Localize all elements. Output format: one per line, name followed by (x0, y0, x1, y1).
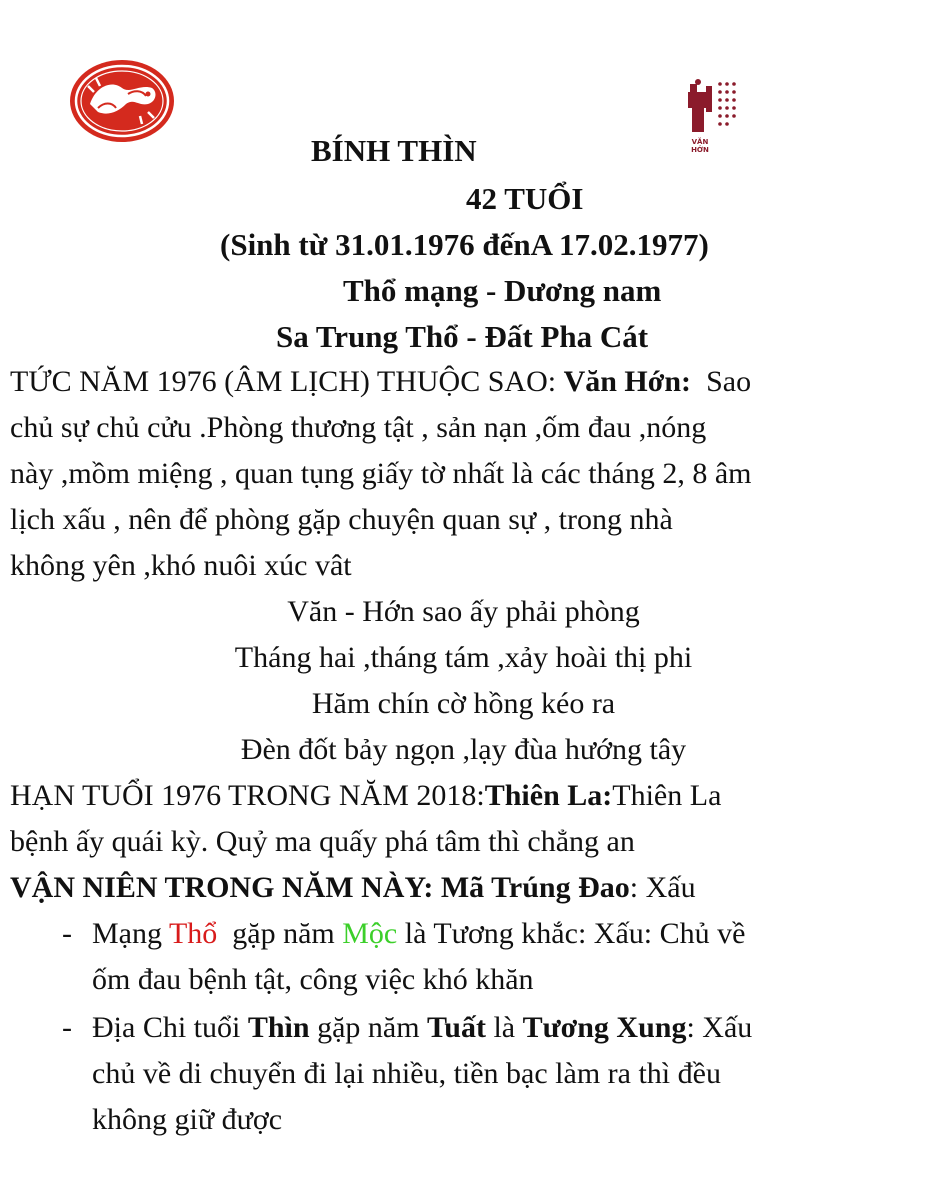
han-prefix: HẠN TUỔI 1976 TRONG NĂM 2018: (10, 779, 485, 812)
bullet-2-line-1 (92, 1008, 752, 1048)
han-line1-rest: Thiên La (612, 779, 722, 812)
star-line1-rest: Sao (691, 365, 752, 398)
b2-pre: Địa Chi tuổi (92, 1011, 248, 1044)
b2-post: : Xấu (686, 1011, 753, 1044)
age-heading: 42 TUỔI (466, 181, 584, 216)
bullet-2-line-2: chủ về di chuyển đi lại nhiều, tiền bạc làm ra thì đều (92, 1057, 721, 1090)
star-line-1 (10, 362, 751, 402)
bullet-2-line-3: không giữ được (92, 1103, 283, 1136)
bullet-1-line-2: ốm đau bệnh tật, công việc khó khăn (92, 963, 534, 996)
star-line-3: này ,mồm miệng , quan tụng giấy tờ nhất là các tháng 2, 8 âm (10, 457, 752, 490)
element-heading: Sa Trung Thổ - Đất Pha Cát (276, 319, 649, 354)
star-name: Văn Hớn: (563, 365, 692, 398)
b2-mid: gặp năm (309, 1011, 428, 1044)
poem-line: Đèn đốt bảy ngọn ,lạy đùa hướng tây (240, 733, 687, 766)
star-line-4: lịch xấu , nên để phòng gặp chuyện quan sự , trong nhà (10, 503, 673, 536)
van-nien-result: : Xấu (629, 871, 696, 904)
star-line-2: chủ sự chủ cửu .Phòng thương tật , sản nạn ,ốm đau ,nóng (10, 411, 707, 444)
b1-mid: gặp năm (217, 917, 343, 950)
b1-post: là Tương khắc: Xấu: Chủ về (397, 917, 746, 950)
van-nien-label: VẬN NIÊN TRONG NĂM NÀY: Mã Trúng Đao (10, 871, 630, 904)
van-hon-figure-icon (686, 78, 748, 154)
bullet-dash: - (62, 1011, 72, 1044)
poem-line: Văn - Hớn sao ấy phải phòng (287, 595, 640, 628)
bullet-dash: - (62, 917, 72, 950)
bullet-1-line-1 (92, 914, 745, 954)
b2-mid2: là (485, 1011, 523, 1044)
poem-line: Tháng hai ,tháng tám ,xảy hoài thị phi (234, 641, 693, 674)
b2-tuat: Tuất (427, 1011, 486, 1044)
poem-line: Hăm chín cờ hồng kéo ra (311, 687, 616, 720)
dragon-seal-icon (68, 58, 176, 144)
b1-tho: Thổ (168, 917, 218, 950)
star-line-5: không yên ,khó nuôi xúc vât (10, 549, 352, 582)
star-prefix: TỨC NĂM 1976 (ÂM LỊCH) THUỘC SAO: (10, 365, 564, 398)
b1-moc: Mộc (342, 917, 398, 950)
b1-pre: Mạng (92, 917, 169, 950)
destiny-heading: Thổ mạng - Dương nam (343, 273, 662, 308)
han-line-1 (10, 776, 721, 816)
birth-range: (Sinh từ 31.01.1976 đếnA 17.02.1977) (220, 227, 709, 262)
han-line-2: bệnh ấy quái kỳ. Quỷ ma quấy phá tâm thì chẳng an (10, 825, 635, 858)
van-nien-line (10, 868, 696, 908)
han-name: Thiên La: (484, 779, 613, 812)
page-title: BÍNH THÌN (311, 133, 477, 168)
b2-xung: Tương Xung (522, 1011, 687, 1044)
figure-caption: VĂN HỚN (691, 138, 709, 154)
b2-thin: Thìn (247, 1011, 310, 1044)
